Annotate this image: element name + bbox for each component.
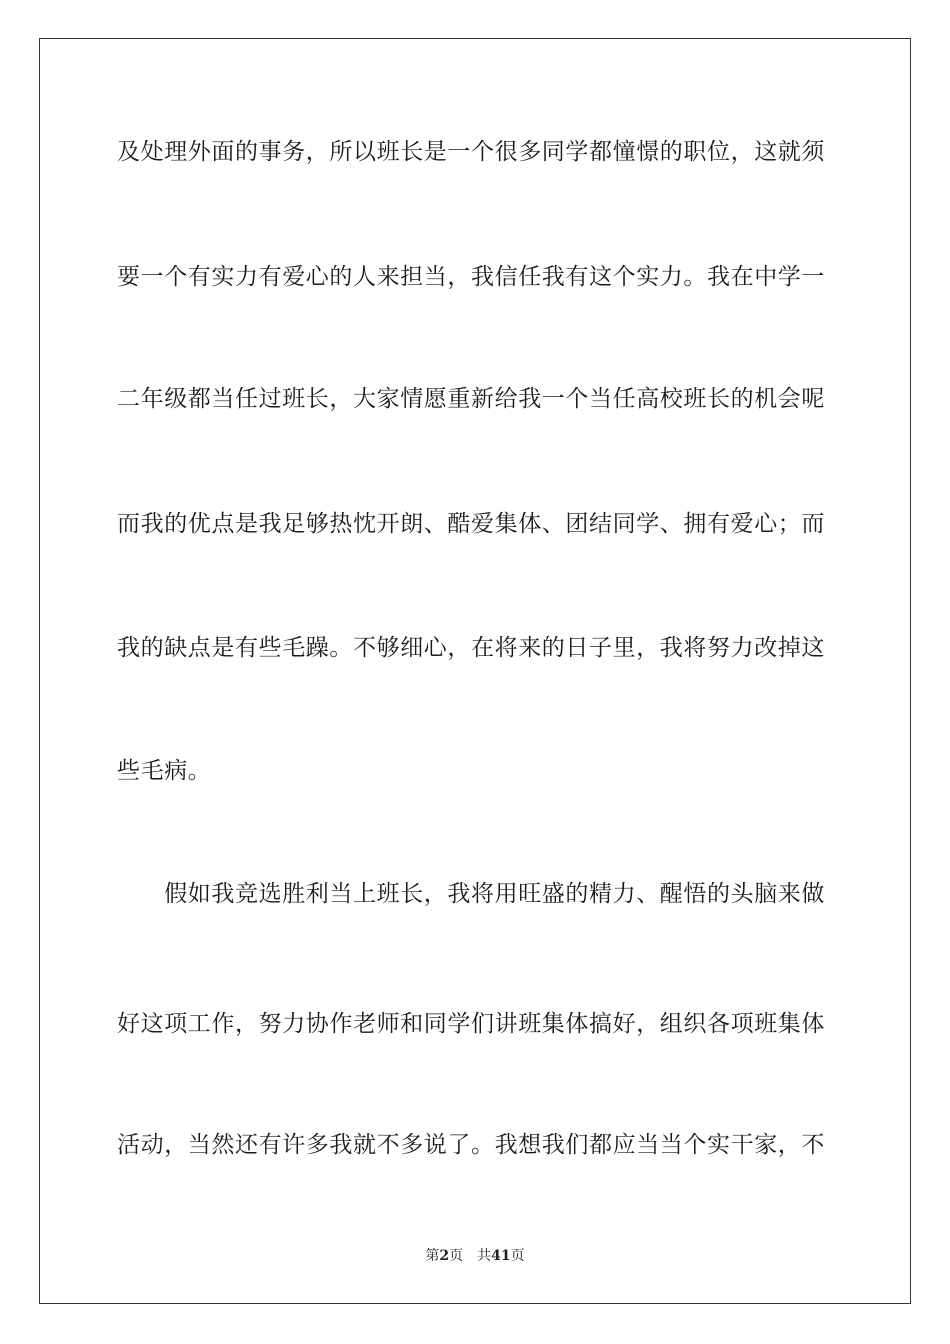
total-pages: 41 [491,1248,511,1264]
page-footer [0,1247,950,1265]
text-line-6: 些毛病。 [117,758,212,784]
text-line-7: 假如我竞选胜利当上班长，我将用旺盛的精力、醒悟的头脑来做 [117,881,825,907]
page-prefix: 第 [425,1248,440,1264]
text-line-8: 好这项工作，努力协作老师和同学们讲班集体搞好，组织各项班集体 [117,1011,825,1037]
text-line-1: 及处理外面的事务，所以班长是一个很多同学都憧憬的职位，这就须 [117,139,825,165]
text-line-5: 我的缺点是有些毛躁。不够细心，在将来的日子里，我将努力改掉这 [117,635,825,661]
page-suffix: 页 [449,1248,464,1264]
text-line-4: 而我的优点是我足够热忱开朗、酷爱集体、团结同学、拥有爱心；而 [117,511,825,537]
text-line-2: 要一个有实力有爱心的人来担当，我信任我有这个实力。我在中学一 [117,264,825,290]
page-frame [39,38,911,1304]
page-number: 2 [439,1248,450,1264]
total-suffix: 页 [510,1248,525,1264]
text-line-3: 二年级都当任过班长，大家情愿重新给我一个当任高校班长的机会呢 [117,386,825,412]
text-line-9: 活动，当然还有许多我就不多说了。我想我们都应当当个实干家，不 [117,1132,825,1158]
total-prefix: 共 [477,1248,492,1264]
